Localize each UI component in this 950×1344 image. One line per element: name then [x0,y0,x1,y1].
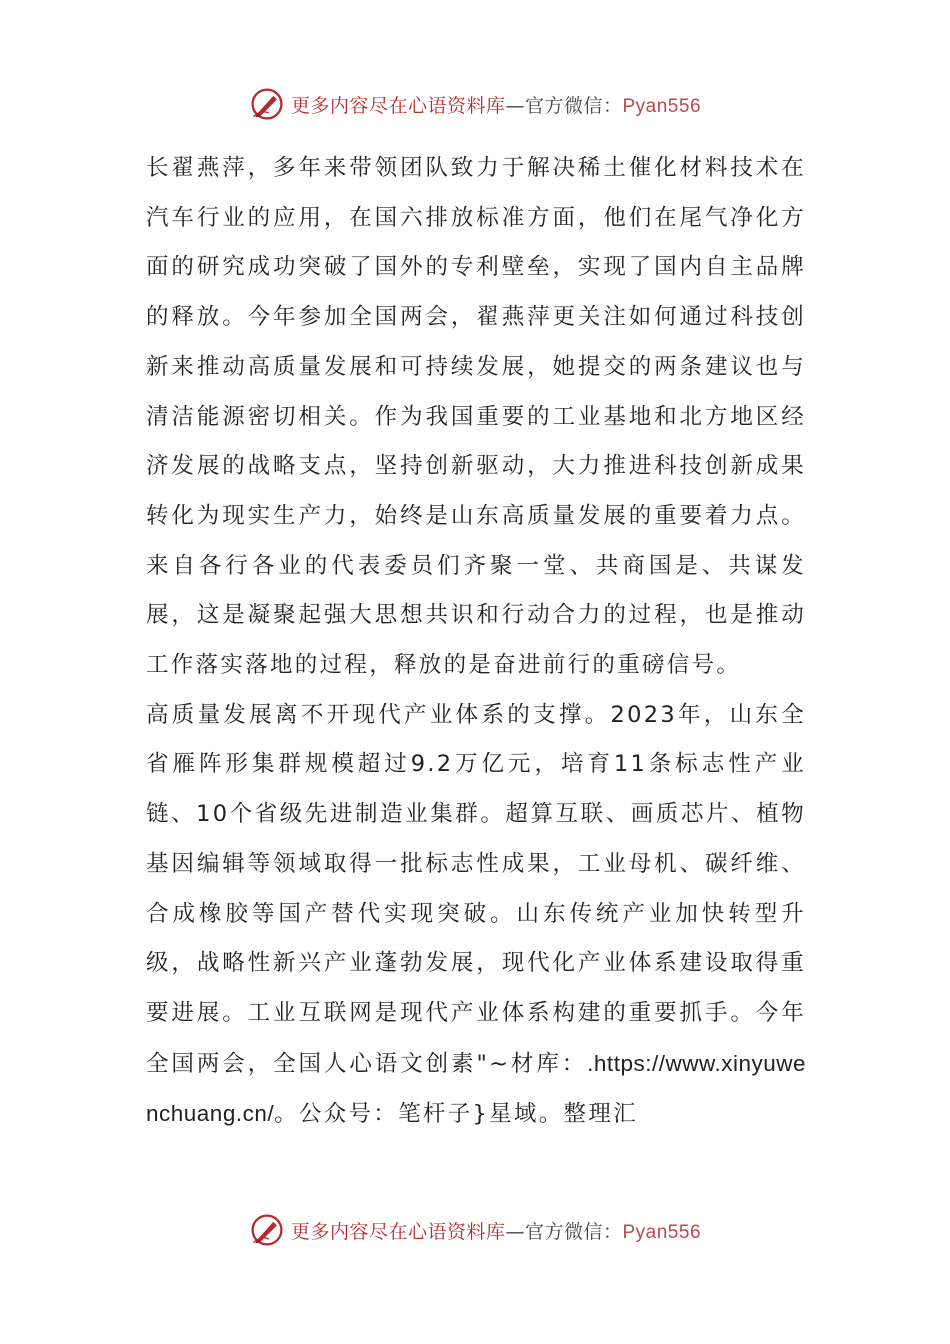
watermark-dash: — [505,94,525,117]
header-watermark-banner [0,84,950,124]
watermark-wechat-label: 官方微信： [524,1220,623,1243]
watermark-dash: — [505,1220,525,1243]
paragraph-2 [146,691,806,1140]
watermark-text [291,1217,701,1244]
document-body [146,144,806,1140]
watermark-brand: 更多内容尽在心语资料库 [290,94,506,117]
watermark-brand: 更多内容尽在心语资料库 [290,1220,506,1243]
pen-logo-icon [249,86,285,122]
watermark-wechat-id: Pyan556 [622,1221,702,1243]
paragraph-1: 长翟燕萍，多年来带领团队致力于解决稀土催化材料技术在汽车行业的应用，在国六排放标准方面，他们在尾气净化方面的研究成功突破了国外的专利壁垒，实现了国内自主品牌的释放。今年参加全国两会，翟燕萍更关注如何通过科技创新来推动高质量发展和可持续发展，她提交的两条建议也与清洁能源密切相关。作为我国重要的工业基地和北方地区经济发展的战略支点，坚持创新驱动，大力推进科技创新成果转化为现实生产力，始终是山东高质量发展的重要着力点。来自各行各业的代表委员们齐聚一堂、共商国是、共谋发展，这是凝聚起强大思想共识和行动合力的过程，也是推动工作落实落地的过程，释放的是奋进前行的重磅信号。 [146,155,806,679]
paragraph-2-tail: 。公众号：笔杆子}星域。整理汇 [274,1101,638,1128]
watermark-text [291,91,701,118]
paragraph-2-text: 高质量发展离不开现代产业体系的支撑。2023年，山东全省雁阵形集群规模超过9.2万亿元，培育11条标志性产业链、10个省级先进制造业集群。超算互联、画质芯片、植物基因编辑等领域取得一批标志性成果，工业母机、碳纤维、合成橡胶等国产替代实现突破。山东传统产业加快转型升级，战略性新兴产业蓬勃发展，现代化产业体系建设取得重要进展。工业互联网是现代产业体系构建的重要抓手。今年全国两会，全国人心语文创素"~材库： [146,701,806,1077]
watermark-wechat-id: Pyan556 [622,95,702,117]
website-url-text: .https://www.xinyuwenchuang.cn/ [146,1050,806,1127]
footer-watermark-banner [0,1210,950,1250]
watermark-wechat-label: 官方微信： [524,94,623,117]
pen-logo-icon [249,1212,285,1248]
